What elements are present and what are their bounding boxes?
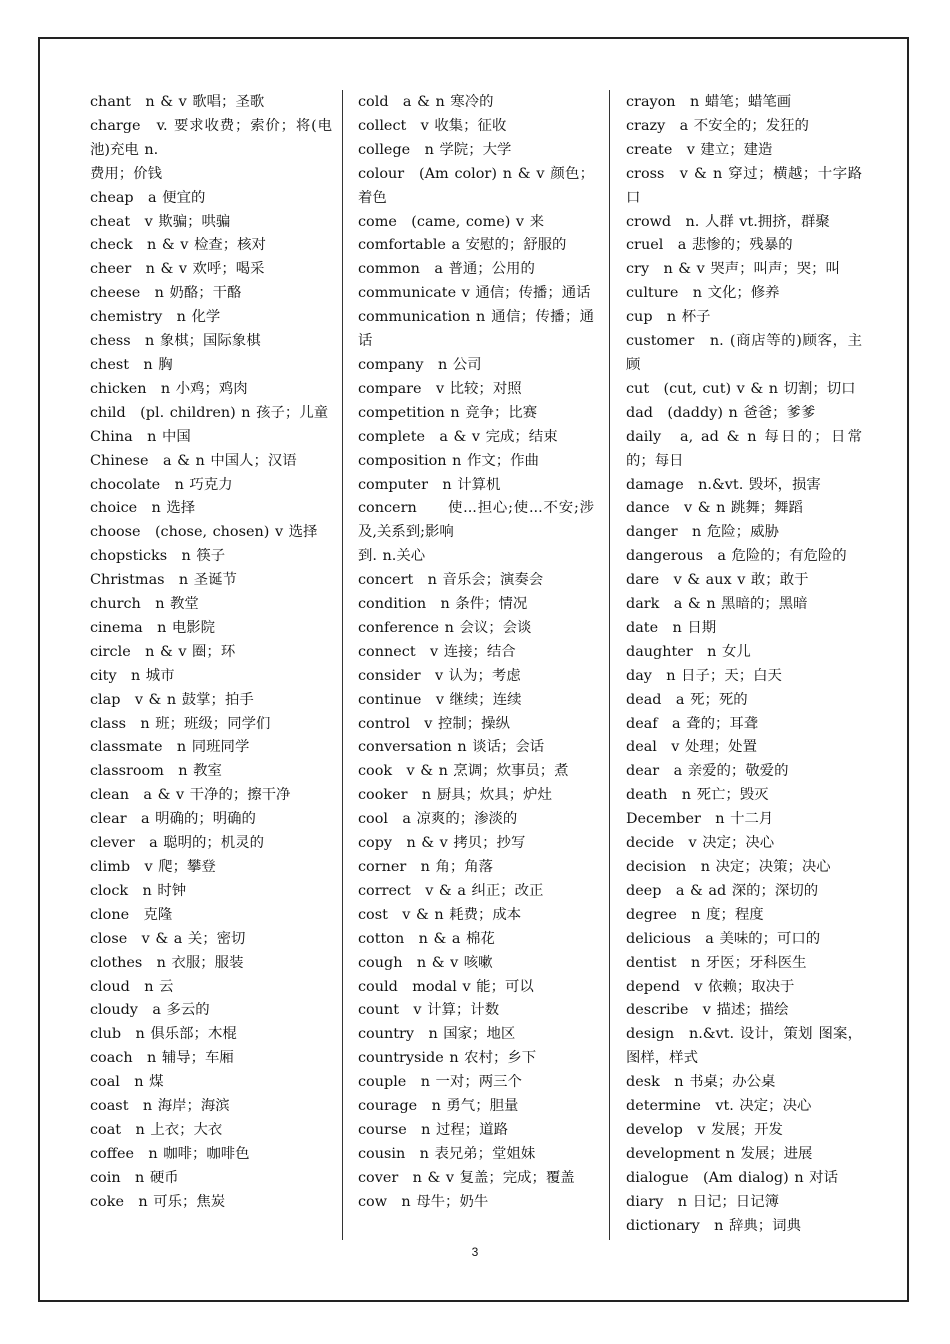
vocabulary-entry: cloudy a 多云的 [90, 1002, 210, 1019]
vocabulary-entry: 费用；价钱 [90, 165, 162, 182]
vocabulary-entry: danger n 危险；威胁 [626, 524, 779, 541]
vocabulary-entry: cruel a 悲惨的；残暴的 [626, 237, 793, 254]
vocabulary-entry: country n 国家；地区 [358, 1026, 516, 1043]
vocabulary-entry: communicate v 通信；传播；通话 [358, 285, 591, 302]
vocabulary-entry: diary n 日记；日记簿 [626, 1193, 779, 1210]
vocabulary-entry: communication n 通信；传播；通话 [358, 309, 594, 350]
vocabulary-entry: clear a 明确的；明确的 [90, 811, 256, 828]
vocabulary-entry: circle n & v 圈；环 [90, 643, 236, 660]
vocabulary-entry: cool a 凉爽的；渗淡的 [358, 811, 518, 828]
vocabulary-entry: crazy a 不安全的；发狂的 [626, 117, 809, 134]
vocabulary-entry: course n 过程；道路 [358, 1121, 508, 1138]
vocabulary-entry: collect v 收集；征收 [358, 117, 507, 134]
vocabulary-entry: desk n 书桌；办公桌 [626, 1074, 776, 1091]
vocabulary-entry: cheese n 奶酪；干酪 [90, 285, 242, 302]
vocabulary-entry: concern 使...担心;使...不安;涉及,关系到;影响 [358, 500, 594, 541]
vocabulary-column-3 [626, 91, 862, 1239]
vocabulary-entry: cold a & n 寒冷的 [358, 94, 494, 110]
vocabulary-entry: cheer n & v 欢呼；喝采 [90, 261, 265, 278]
vocabulary-entry: clock n 时钟 [90, 882, 187, 899]
vocabulary-entry: complete a & v 完成；结束 [358, 428, 558, 445]
vocabulary-entry: class n 班；班级；同学们 [90, 715, 271, 732]
vocabulary-column-2 [358, 91, 594, 1215]
vocabulary-entry: coast n 海岸；海滨 [90, 1098, 230, 1115]
vocabulary-entry: competition n 竞争；比赛 [358, 404, 538, 421]
vocabulary-entry: correct v & a 纠正；改正 [358, 882, 544, 899]
vocabulary-entry: compare v 比较；对照 [358, 380, 522, 397]
vocabulary-entry: countryside n 农村；乡下 [358, 1050, 537, 1067]
vocabulary-entry: control v 控制；操纵 [358, 715, 510, 732]
vocabulary-entry: coffee n 咖啡；咖啡色 [90, 1145, 250, 1162]
vocabulary-entry: cut (cut, cut) v & n 切割；切口 [626, 380, 856, 397]
vocabulary-entry: composition n 作文；作曲 [358, 452, 539, 469]
vocabulary-entry: dare v & aux v 敢；敢于 [626, 572, 809, 589]
vocabulary-entry: cry n & v 哭声；叫声；哭；叫 [626, 261, 840, 278]
vocabulary-entry: choose (chose, chosen) v 选择 [90, 524, 318, 541]
vocabulary-entry: chest n 胸 [90, 356, 173, 373]
vocabulary-entry: come (came, come) v 来 [358, 213, 545, 230]
vocabulary-entry: comfortable a 安慰的；舒服的 [358, 237, 567, 254]
vocabulary-entry: classroom n 教室 [90, 763, 222, 780]
vocabulary-entry: cinema n 电影院 [90, 619, 216, 636]
vocabulary-entry: couple n 一对；两三个 [358, 1074, 522, 1091]
vocabulary-entry: customer n. (商店等的)顾客，主顾 [626, 333, 862, 373]
vocabulary-entry: degree n 度；程度 [626, 906, 764, 923]
vocabulary-entry: deal v 处理；处置 [626, 739, 757, 756]
vocabulary-entry: describe v 描述；描绘 [626, 1002, 789, 1019]
vocabulary-entry: dance v & n 跳舞；舞蹈 [626, 500, 803, 517]
vocabulary-entry: cow n 母牛；奶牛 [358, 1193, 489, 1210]
vocabulary-entry: Chinese a & n 中国人；汉语 [90, 452, 297, 469]
vocabulary-entry: create v 建立；建造 [626, 141, 773, 158]
vocabulary-entry: daughter n 女儿 [626, 643, 751, 660]
vocabulary-entry: Christmas n 圣诞节 [90, 572, 237, 589]
vocabulary-entry: check n & v 检查；核对 [90, 237, 266, 254]
vocabulary-entry: clothes n 衣服；服装 [90, 954, 244, 971]
vocabulary-entry: coin n 硬币 [90, 1169, 179, 1186]
vocabulary-entry: city n 城市 [90, 667, 175, 684]
vocabulary-entry: clever a 聪明的；机灵的 [90, 835, 264, 852]
vocabulary-entry: dictionary n 辞典；词典 [626, 1217, 801, 1234]
vocabulary-entry: consider v 认为；考虑 [358, 667, 521, 684]
vocabulary-entry: China n 中国 [90, 428, 191, 445]
vocabulary-entry: cloud n 云 [90, 978, 174, 995]
vocabulary-entry: dentist n 牙医；牙科医生 [626, 954, 807, 971]
vocabulary-entry: coat n 上衣；大衣 [90, 1121, 223, 1138]
vocabulary-entry: deaf a 聋的；耳聋 [626, 715, 759, 732]
vocabulary-entry: cost v & n 耗费；成本 [358, 906, 522, 923]
vocabulary-entry: church n 教堂 [90, 596, 199, 613]
vocabulary-entry: chocolate n 巧克力 [90, 476, 233, 493]
vocabulary-entry: dialogue (Am dialog) n 对话 [626, 1169, 838, 1186]
vocabulary-entry: decide v 决定；决心 [626, 835, 775, 852]
vocabulary-entry: coach n 辅导；车厢 [90, 1050, 234, 1067]
vocabulary-entry: coke n 可乐；焦炭 [90, 1193, 226, 1210]
vocabulary-entry: conference n 会议；会谈 [358, 619, 532, 636]
vocabulary-entry: date n 日期 [626, 619, 717, 636]
vocabulary-entry: dangerous a 危险的；有危险的 [626, 548, 847, 565]
vocabulary-entry: crowd n. 人群 vt.拥挤，群聚 [626, 213, 830, 230]
vocabulary-entry: 到. n.关心 [358, 548, 426, 565]
vocabulary-entry: dark a & n 黑暗的；黑暗 [626, 596, 808, 613]
vocabulary-entry: December n 十二月 [626, 811, 774, 828]
vocabulary-entry: child (pl. children) n 孩子；儿童 [90, 404, 329, 421]
vocabulary-entry: chemistry n 化学 [90, 309, 221, 326]
page-number: 3 [471, 1245, 479, 1259]
vocabulary-entry: cook v & n 烹调；炊事员；煮 [358, 763, 569, 780]
vocabulary-entry: charge v. 要求收费；索价；将(电池)充电 n. [90, 117, 332, 158]
vocabulary-entry: clap v & n 鼓掌；拍手 [90, 691, 254, 708]
vocabulary-entry: crayon n 蜡笔；蜡笔画 [626, 94, 792, 110]
vocabulary-entry: death n 死亡；毁灭 [626, 787, 769, 804]
vocabulary-entry: college n 学院；大学 [358, 141, 512, 158]
vocabulary-entry: dead a 死；死的 [626, 691, 748, 708]
vocabulary-entry: computer n 计算机 [358, 476, 501, 493]
vocabulary-entry: chess n 象棋；国际象棋 [90, 333, 261, 350]
vocabulary-entry: deep a & ad 深的；深切的 [626, 882, 819, 899]
vocabulary-entry: develop v 发展；开发 [626, 1121, 783, 1138]
vocabulary-entry: cheat v 欺骗；哄骗 [90, 213, 231, 230]
vocabulary-entry: determine vt. 决定；决心 [626, 1098, 812, 1115]
vocabulary-entry: connect v 连接；结合 [358, 643, 516, 660]
vocabulary-entry: concert n 音乐会；演奏会 [358, 572, 544, 589]
vocabulary-entry: company n 公司 [358, 356, 482, 373]
vocabulary-entry: colour (Am color) n & v 颜色；着色 [358, 165, 594, 206]
vocabulary-entry: chopsticks n 筷子 [90, 548, 226, 565]
vocabulary-entry: development n 发展；进展 [626, 1145, 813, 1162]
column-divider-1 [342, 90, 343, 1240]
vocabulary-entry: could modal v 能；可以 [358, 978, 534, 995]
vocabulary-entry: coal n 煤 [90, 1074, 164, 1091]
vocabulary-column-1 [90, 91, 332, 1215]
vocabulary-entry: close v & a 关；密切 [90, 930, 246, 947]
vocabulary-entry: cooker n 厨具；炊具；炉灶 [358, 787, 552, 804]
vocabulary-entry: common a 普通；公用的 [358, 261, 535, 278]
vocabulary-entry: cotton n & a 棉花 [358, 930, 495, 947]
vocabulary-entry: copy n & v 拷贝；抄写 [358, 835, 526, 852]
vocabulary-entry: continue v 继续；连续 [358, 691, 522, 708]
vocabulary-entry: cheap a 便宜的 [90, 189, 206, 206]
vocabulary-entry: count v 计算；计数 [358, 1002, 500, 1019]
vocabulary-entry: decision n 决定；决策；决心 [626, 859, 831, 875]
vocabulary-entry: club n 俱乐部；木棍 [90, 1026, 237, 1043]
vocabulary-entry: chant n & v 歌唱；圣歌 [90, 94, 265, 110]
vocabulary-entry: conversation n 谈话；会话 [358, 739, 545, 756]
column-divider-2 [609, 90, 610, 1240]
vocabulary-entry: corner n 角；角落 [358, 859, 494, 875]
vocabulary-entry: damage n.&vt. 毁坏，损害 [626, 476, 821, 493]
vocabulary-entry: depend v 依赖；取决于 [626, 978, 795, 995]
vocabulary-entry: delicious a 美味的；可口的 [626, 930, 821, 947]
vocabulary-entry: condition n 条件；情况 [358, 596, 528, 613]
vocabulary-entry: culture n 文化；修养 [626, 285, 780, 302]
vocabulary-entry: design n.&vt. 设计，策划 图案，图样，样式 [626, 1026, 862, 1067]
vocabulary-entry: classmate n 同班同学 [90, 739, 250, 756]
vocabulary-entry: day n 日子；天；白天 [626, 667, 782, 684]
vocabulary-entry: clone 克隆 [90, 906, 173, 923]
vocabulary-entry: dad (daddy) n 爸爸；爹爹 [626, 404, 816, 421]
vocabulary-entry: courage n 勇气；胆量 [358, 1098, 519, 1115]
vocabulary-entry: clean a & v 干净的；擦干净 [90, 787, 291, 804]
vocabulary-entry: chicken n 小鸡；鸡肉 [90, 380, 248, 397]
vocabulary-entry: daily a, ad & n 每日的；日常的；每日 [626, 428, 862, 469]
vocabulary-entry: dear a 亲爱的；敬爱的 [626, 763, 789, 780]
vocabulary-entry: cover n & v 复盖；完成；覆盖 [358, 1169, 575, 1186]
vocabulary-entry: climb v 爬；攀登 [90, 859, 216, 875]
vocabulary-entry: cup n 杯子 [626, 309, 711, 326]
vocabulary-entry: choice n 选择 [90, 500, 196, 517]
vocabulary-entry: cough n & v 咳嗽 [358, 954, 493, 971]
vocabulary-entry: cross v & n 穿过；横越；十字路口 [626, 165, 862, 206]
vocabulary-entry: cousin n 表兄弟；堂姐妹 [358, 1145, 536, 1162]
